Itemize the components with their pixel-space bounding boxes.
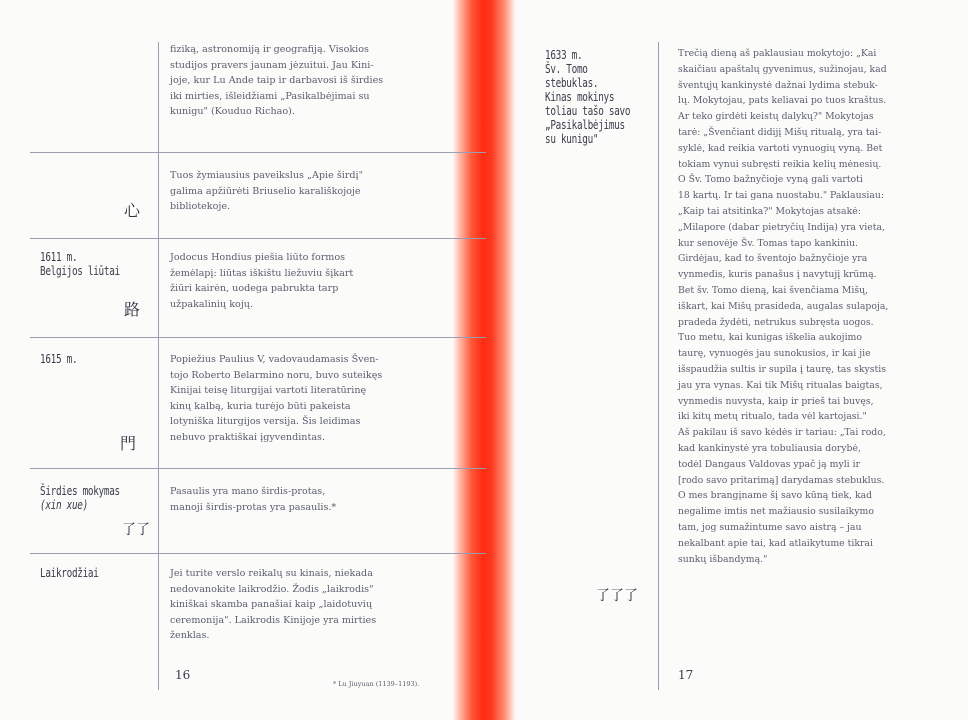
chinese-le-glyph: 了了 <box>122 522 150 538</box>
entry-text-heart-paintings: Tuos žymiausius paveikslus „Apie širdį" galima apžiūrėti Briuselio karališkojoje bibliotekoje. <box>170 170 364 213</box>
entry-text-clocks: Jei turite verslo reikalų su kinais, niekada nedovanokite laikrodžio. Žodis „laikrodis" kiniškai skamba panašiai kaip „laidotuvių ceremonija". Laikrodis Kinijoje yra mirties ženklas. <box>170 568 377 642</box>
entry-title-1633: 1633 m. Šv. Tomo stebuklas. Kinas mokinys toliau tašo savo „Pasikalbėjimus su kunigu" <box>545 48 631 146</box>
chinese-le-glyph-right: 了了了 <box>596 588 638 604</box>
book-spine-gutter <box>452 0 516 720</box>
entry-title-1611: 1611 m. Belgijos liūtai <box>40 250 120 278</box>
entry-title-clocks: Laikrodžiai <box>40 566 99 580</box>
chinese-heart-glyph: 心 <box>124 201 141 220</box>
page-number-left: 16 <box>175 668 191 682</box>
footnote: * Lu Jiuyuan (1139–1193). <box>333 680 420 688</box>
chinese-road-glyph: 路 <box>124 300 141 319</box>
row-divider <box>30 468 486 469</box>
chinese-gate-glyph: 門 <box>120 434 137 453</box>
left-column-rule <box>158 42 159 690</box>
entry-title-1615: 1615 m. <box>40 352 78 366</box>
row-divider <box>30 553 486 554</box>
page-number-right: 17 <box>678 668 694 682</box>
right-column-rule <box>658 42 659 690</box>
entry-text-heart-teaching: Pasaulis yra mano širdis-protas, manoji širdis-protas yra pasaulis.* <box>170 486 337 513</box>
entry-title-heart-teaching: Širdies mokymas (xin xue) <box>40 484 120 512</box>
entry-text-1615: Popiežius Paulius V, vadovaudamasis Šven- tojo Roberto Belarmino noru, buvo suteikęs Kinijai teisę liturgijai vartoti literatūrinę kinų kalbą, kuria turėjo būti pakeista lotyniška liturgijos versija. Šis leidimas nebuvo praktiškai įgyvendintas. <box>170 354 383 443</box>
entry-text-1611: Jodocus Hondius piešia liūto formos žemėlapį: liūtas iškištu liežuviu šįkart žiūri kairėn, uodega pabrukta tarp užpakalinių kojų. <box>170 252 354 310</box>
entry-text-1633: Trečią dieną aš paklausiau mokytojo: „Kai skaičiau apaštalų gyvenimus, sužinojau, kad šventųjų kankinystė dažnai lydima stebuk- lų. Mokytojau, pats keliavai po tuos kraštus. Ar teko girdėti keistų dalykų?" Mokytojas tarė: „Švenčiant didijį Mišų ritualą, yra tai- syklė, kad reikia vartoti vynuogių vyną. Bet tokiam vynui subręsti reikia kelių mėnesių. O Šv. Tomo bažnyčioje vyną gali vartoti 18 kartų. Ir tai gana nuostabu." Paklausiau: „Kaip tai atsitinka?" Mokytojas atsakė: „Milapore (dabar pietryčių Indija) yra vieta, kur senovėje Šv. Tomas tapo kankiniu. Girdėjau, kad to šventojo bažnyčioje yra vynmedis, kuris panašus į navytujį krūmą. Bet šv. Tomo dieną, kai švenčiama Mišų, iškart, kai Mišų prasideda, augalas sulapoja, pradeda žydėti, netrukus subręsta uogos. Tuo metu, kai kunigas iškelia aukojimo taurę, vynuogės jau sunokusios, ir kai jie išspaudžia sultis ir supila į taurę, tas skystis jau yra vynas. Kai tik Mišų ritualas baigtas, vynmedis nuvysta, kaip ir prieš tai buvęs, iki kitų metų ritualo, tada vėl kartojasi." Aš pakilau iš savo kėdės ir tariau: „Tai rodo, kad kankinystė yra tobuliausia dorybė, todėl Dangaus Valdovas ypač ją myli ir [rodo savo pritarimą] darydamas stebuklus. O mes brangįname šį savo kūną tiek, kad negalime imtis net mažiausio susilaikymo tam, jog sumažintume savo aistrą – jau nekalbant apie tai, kad atlaikytume tikrai sunkų išbandymą." <box>678 48 889 565</box>
row-divider <box>30 152 486 153</box>
row-divider <box>30 238 486 239</box>
row-divider <box>30 337 486 338</box>
entry-text-continued: fiziką, astronomiją ir geografiją. Visokios studijos pravers jaunam jėzuitui. Jau Kini- joje, kur Lu Ande taip ir darbavosi iš širdies iki mirties, išleidžiami „Pasikalbėjimai su kunigu" (Kouduo Richao). <box>170 44 384 118</box>
